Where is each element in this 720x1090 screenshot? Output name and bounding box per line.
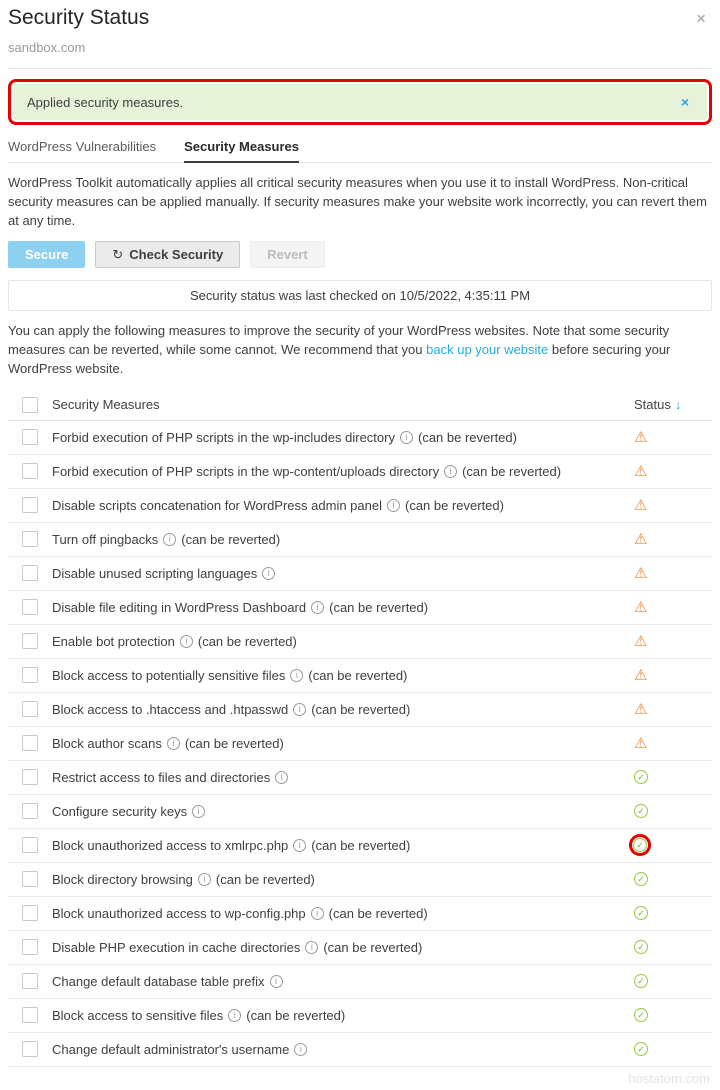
status-cell xyxy=(632,668,712,683)
status-cell xyxy=(632,702,712,717)
alert-annotation-outline xyxy=(8,79,712,125)
watermark: hostatom.com xyxy=(628,1070,710,1086)
info-icon[interactable]: i xyxy=(293,839,306,852)
table-row xyxy=(8,455,712,489)
warning-icon: ⚠ xyxy=(634,530,648,548)
table-row xyxy=(8,863,712,897)
status-cell xyxy=(632,532,712,547)
check-security-label: Check Security xyxy=(129,246,224,262)
measure-text: Change default database table prefix xyxy=(52,973,265,989)
measure-label xyxy=(52,770,632,785)
measure-text: Change default administrator's username xyxy=(52,1041,290,1057)
alert-close-icon[interactable]: × xyxy=(680,94,689,110)
measure-text: Turn off pingbacks xyxy=(52,531,159,547)
info-icon[interactable]: i xyxy=(262,567,275,580)
description-after-link: before securing your WordPress website. xyxy=(8,341,671,376)
status-cell xyxy=(632,464,712,479)
status-cell xyxy=(632,1042,712,1056)
tab-wordpress-vulnerabilities[interactable]: WordPress Vulnerabilities xyxy=(8,139,157,154)
info-icon[interactable]: i xyxy=(444,465,457,478)
measure-label xyxy=(52,974,632,989)
info-icon[interactable]: i xyxy=(305,941,318,954)
check-security-button[interactable] xyxy=(95,241,240,269)
revertable-note: (can be reverted) xyxy=(311,837,411,853)
revertable-note: (can be reverted) xyxy=(197,633,297,649)
ok-check-icon: ✓ xyxy=(634,1042,648,1056)
status-cell xyxy=(632,770,712,784)
annotation-ring xyxy=(629,834,651,856)
table-row xyxy=(8,693,712,727)
ok-check-icon: ✓ xyxy=(634,974,648,988)
measure-label xyxy=(52,498,632,513)
tab-security-measures[interactable]: Security Measures xyxy=(184,135,299,163)
measure-text: Block access to sensitive files xyxy=(52,1007,224,1023)
revertable-note: (can be reverted) xyxy=(328,905,428,921)
measure-label xyxy=(52,600,632,615)
secure-button[interactable]: Secure xyxy=(8,241,85,269)
measure-text: Block access to potentially sensitive files xyxy=(52,667,286,683)
table-row xyxy=(8,761,712,795)
info-icon[interactable]: i xyxy=(270,975,283,988)
status-cell xyxy=(632,736,712,751)
table-row xyxy=(8,523,712,557)
row-checkbox[interactable] xyxy=(22,497,38,513)
measure-label xyxy=(52,940,632,955)
dialog-header xyxy=(8,6,712,31)
ok-check-icon: ✓ xyxy=(634,906,648,920)
table-body xyxy=(8,421,712,1067)
table-row xyxy=(8,1033,712,1067)
description-text xyxy=(8,322,712,379)
measure-text: Disable file editing in WordPress Dashboard xyxy=(52,599,307,615)
success-alert xyxy=(13,84,707,120)
measure-label xyxy=(52,702,632,717)
warning-icon: ⚠ xyxy=(634,700,648,718)
sort-desc-icon: ↓ xyxy=(674,397,682,413)
measure-text: Block unauthorized access to wp-config.php xyxy=(52,905,306,921)
status-cell xyxy=(632,600,712,615)
warning-icon: ⚠ xyxy=(634,666,648,684)
revertable-note: (can be reverted) xyxy=(462,463,562,479)
close-icon[interactable]: × xyxy=(696,9,706,28)
revertable-note: (can be reverted) xyxy=(323,939,423,955)
row-checkbox[interactable] xyxy=(22,429,38,445)
row-checkbox[interactable] xyxy=(22,803,38,819)
revertable-note: (can be reverted) xyxy=(329,599,429,615)
table-row xyxy=(8,931,712,965)
measure-label xyxy=(52,804,632,819)
status-cell xyxy=(632,804,712,818)
warning-icon: ⚠ xyxy=(634,598,648,616)
status-cell xyxy=(632,906,712,920)
info-icon[interactable]: i xyxy=(311,907,324,920)
measure-label xyxy=(52,872,632,887)
info-icon[interactable]: i xyxy=(167,737,180,750)
measure-text: Forbid execution of PHP scripts in the wp-includes directory xyxy=(52,429,395,445)
status-cell xyxy=(632,566,712,581)
measure-label xyxy=(52,634,632,649)
table-row xyxy=(8,489,712,523)
table-row xyxy=(8,795,712,829)
measure-text: Block author scans xyxy=(52,735,162,751)
measure-label xyxy=(52,532,632,547)
measure-text: Disable PHP execution in cache directories xyxy=(52,939,301,955)
measure-text: Enable bot protection xyxy=(52,633,175,649)
description-before-link: You can apply the following measures to improve the security of your WordPress websites. Note that some security measures can be reverted, while some cannot. We recommend that you xyxy=(8,323,670,357)
ok-check-icon: ✓ xyxy=(634,872,648,886)
table-row xyxy=(8,965,712,999)
row-checkbox[interactable] xyxy=(22,973,38,989)
row-checkbox[interactable] xyxy=(22,667,38,683)
info-icon[interactable]: i xyxy=(163,533,176,546)
status-cell xyxy=(632,430,712,445)
revertable-note: (can be reverted) xyxy=(417,429,517,445)
last-checked-banner: Security status was last checked on 10/5/2022, 4:35:11 PM xyxy=(8,280,712,311)
warning-icon: ⚠ xyxy=(634,496,648,514)
measure-label xyxy=(52,736,632,751)
ok-check-icon: ✓ xyxy=(633,838,647,852)
refresh-icon: ↻ xyxy=(112,246,124,262)
row-checkbox[interactable] xyxy=(22,463,38,479)
measure-text: Forbid execution of PHP scripts in the wp-content/uploads directory xyxy=(52,463,440,479)
measure-label xyxy=(52,566,632,581)
info-icon[interactable]: i xyxy=(275,771,288,784)
measure-text: Restrict access to files and directories xyxy=(52,769,271,785)
info-icon[interactable]: i xyxy=(387,499,400,512)
security-measures-table xyxy=(8,390,712,1067)
info-icon[interactable]: i xyxy=(192,805,205,818)
revertable-note: (can be reverted) xyxy=(404,497,504,513)
measure-label xyxy=(52,1042,632,1057)
alert-message: Applied security measures. xyxy=(27,94,184,110)
row-checkbox[interactable] xyxy=(22,939,38,955)
table-header-row xyxy=(8,390,712,421)
table-row xyxy=(8,727,712,761)
page-title: Security Status xyxy=(8,6,150,29)
measure-label xyxy=(52,906,632,921)
row-checkbox[interactable] xyxy=(22,531,38,547)
row-checkbox[interactable] xyxy=(22,871,38,887)
warning-icon: ⚠ xyxy=(634,462,648,480)
info-icon[interactable]: i xyxy=(290,669,303,682)
table-row xyxy=(8,829,712,863)
table-row xyxy=(8,999,712,1033)
status-cell xyxy=(632,839,712,851)
measure-label xyxy=(52,668,632,683)
row-checkbox[interactable] xyxy=(22,769,38,785)
info-icon[interactable]: i xyxy=(311,601,324,614)
header-divider xyxy=(8,68,712,69)
row-checkbox[interactable] xyxy=(22,735,38,751)
row-checkbox[interactable] xyxy=(22,837,38,853)
warning-icon: ⚠ xyxy=(634,428,648,446)
table-row xyxy=(8,421,712,455)
info-icon[interactable]: i xyxy=(198,873,211,886)
row-checkbox[interactable] xyxy=(22,599,38,615)
table-row xyxy=(8,591,712,625)
status-cell xyxy=(632,872,712,886)
status-cell xyxy=(632,974,712,988)
table-row xyxy=(8,625,712,659)
revert-button[interactable]: Revert xyxy=(250,241,324,269)
info-icon[interactable]: i xyxy=(294,1043,307,1056)
revertable-note: (can be reverted) xyxy=(308,667,408,683)
info-icon[interactable]: i xyxy=(228,1009,241,1022)
row-checkbox[interactable] xyxy=(22,701,38,717)
row-checkbox[interactable] xyxy=(22,633,38,649)
measure-text: Block access to .htaccess and .htpasswd xyxy=(52,701,289,717)
warning-icon: ⚠ xyxy=(634,734,648,752)
row-checkbox[interactable] xyxy=(22,565,38,581)
revertable-note: (can be reverted) xyxy=(311,701,411,717)
measure-label xyxy=(52,464,632,479)
status-column-header[interactable] xyxy=(632,397,712,412)
intro-text: WordPress Toolkit automatically applies all critical security measures when you use it to install WordPress. Non-critical security measures can be applied manually. If security measures make your website work incorrectly, you can revert them at any time. xyxy=(8,175,707,228)
ok-check-icon: ✓ xyxy=(634,1008,648,1022)
measure-text: Disable scripts concatenation for WordPress admin panel xyxy=(52,497,382,513)
info-icon[interactable]: i xyxy=(180,635,193,648)
tabs xyxy=(8,135,712,163)
status-cell xyxy=(632,1008,712,1022)
warning-icon: ⚠ xyxy=(634,632,648,650)
status-cell xyxy=(632,634,712,649)
ok-check-icon: ✓ xyxy=(634,804,648,818)
ok-check-icon: ✓ xyxy=(634,940,648,954)
status-cell xyxy=(632,498,712,513)
table-row xyxy=(8,897,712,931)
table-row xyxy=(8,557,712,591)
measures-column-header: Security Measures xyxy=(52,397,160,413)
revertable-note: (can be reverted) xyxy=(181,531,281,547)
select-all-checkbox[interactable] xyxy=(22,397,38,413)
revertable-note: (can be reverted) xyxy=(215,871,315,887)
domain-subtitle: sandbox.com xyxy=(8,40,86,55)
measure-text: Configure security keys xyxy=(52,803,188,819)
info-icon[interactable]: i xyxy=(293,703,306,716)
row-checkbox[interactable] xyxy=(22,1007,38,1023)
revertable-note: (can be reverted) xyxy=(246,1007,346,1023)
measure-label xyxy=(52,430,632,445)
info-icon[interactable]: i xyxy=(400,431,413,444)
table-row xyxy=(8,659,712,693)
measure-text: Block directory browsing xyxy=(52,871,193,887)
measure-text: Block unauthorized access to xmlrpc.php xyxy=(52,837,289,853)
revertable-note: (can be reverted) xyxy=(184,735,284,751)
measure-label xyxy=(52,1008,632,1023)
status-cell xyxy=(632,940,712,954)
measure-label xyxy=(52,838,632,853)
backup-link[interactable]: back up your website xyxy=(426,341,549,357)
measure-text: Disable unused scripting languages xyxy=(52,565,258,581)
status-header-label: Status xyxy=(634,397,671,413)
row-checkbox[interactable] xyxy=(22,905,38,921)
toolbar xyxy=(8,241,712,269)
row-checkbox[interactable] xyxy=(22,1041,38,1057)
ok-check-icon: ✓ xyxy=(634,770,648,784)
warning-icon: ⚠ xyxy=(634,564,648,582)
